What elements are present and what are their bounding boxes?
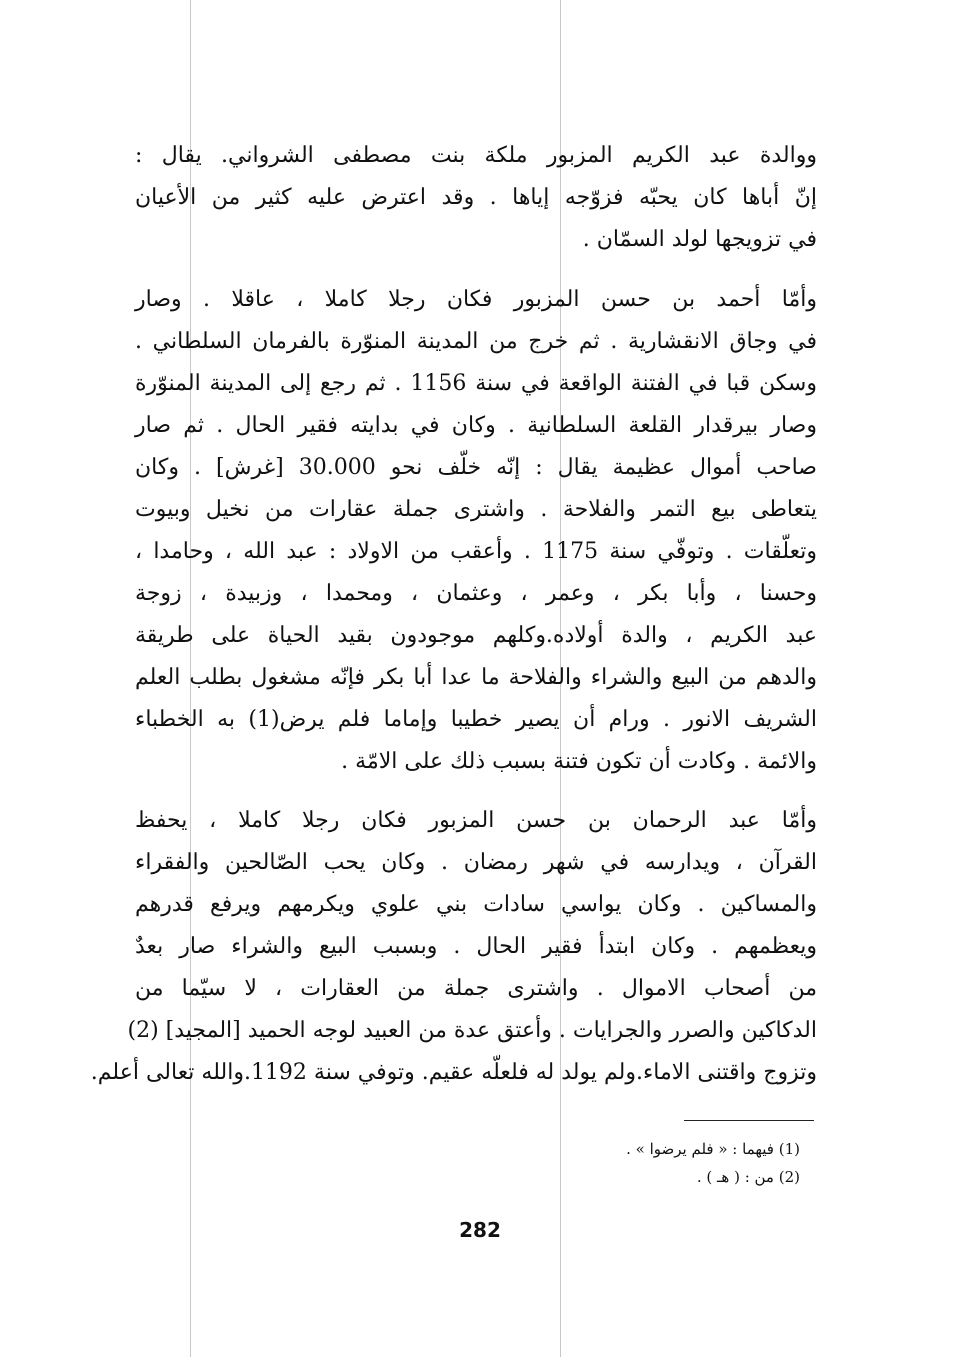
page-number: 282 [459, 1218, 501, 1242]
footnotes [420, 1135, 800, 1191]
text-line: وتزوج واقتنى الاماء.ولم يولد له فلعلّه عقيم. وتوفي سنة 1192.والله تعالى أعلم. [90, 1060, 817, 1085]
text-line: وسكن قبا في الفتنة الواقعة في سنة 1156 . ثم رجع إلى المدينة المنوّرة [135, 371, 817, 396]
text-line: إنّ أباها كان يحبّه فزوّجه إياها . وقد اعترض عليه كثير من الأعيان [135, 185, 817, 210]
text-line: وأمّا أحمد بن حسن المزبور فكان رجلا كاملا ، عاقلا . وصار [135, 287, 817, 312]
text-line: القرآن ، ويدارسه في شهر رمضان . وكان يحب الصّالحين والفقراء [135, 850, 817, 875]
footnote-divider [684, 1120, 814, 1121]
text-line: والدهم من البيع والشراء والفلاحة ما عدا أبا بكر فإنّه مشغول بطلب العلم [135, 665, 817, 690]
text-line: من أصحاب الاموال . واشترى جملة من العقارات ، لا سيّما من [135, 976, 817, 1001]
text-line: عبد الكريم ، والدة أولاده.وكلهم موجودون بقيد الحياة على طريقة [135, 623, 817, 648]
paragraph-1 [135, 135, 817, 261]
text-line: الدكاكين والصرر والجرايات . وأعتق عدة من العبيد لوجه الحميد [المجيد] (2) [127, 1018, 817, 1043]
paragraph-3 [90, 800, 817, 1094]
text-line: والمساكين . وكان يواسي سادات بني علوي ويكرمهم ويرفع قدرهم [135, 892, 817, 917]
text-line: ويعظمهم . وكان ابتدأ فقير الحال . وبسبب البيع والشراء صار بعدٌ [135, 934, 817, 959]
text-line: وتعلّقات . وتوفّي سنة 1175 . وأعقب من الاولاد : عبد الله ، وحامدا ، [135, 539, 817, 564]
text-line: وصار بيرقدار القلعة السلطانية . وكان في بدايته فقير الحال . ثم صار [135, 413, 817, 438]
footnote-2: (2) من : ( هـ ) . [696, 1168, 800, 1186]
text-line: وأمّا عبد الرحمان بن حسن المزبور فكان رجلا كاملا ، يحفظ [135, 808, 817, 833]
text-line: ووالدة عبد الكريم المزبور ملكة بنت مصطفى الشرواني. يقال : [135, 143, 817, 168]
text-line: وحسنا ، وأبا بكر ، وعمر ، وعثمان ، ومحمدا ، وزبيدة ، زوجة [135, 581, 817, 606]
text-line: في تزويجها لولد السمّان . [582, 227, 817, 252]
text-line: يتعاطى بيع التمر والفلاحة . واشترى جملة عقارات من نخيل وبيوت [135, 497, 817, 522]
paragraph-2 [135, 279, 817, 783]
footnote-1: (1) فيهما : « فلم يرضوا » . [626, 1140, 800, 1158]
text-line: والائمة . وكادت أن تكون فتنة بسبب ذلك على الامّة . [341, 749, 817, 774]
text-line: الشريف الانور . ورام أن يصير خطيبا وإماما فلم يرض(1) به الخطباء [135, 707, 817, 732]
text-line: صاحب أموال عظيمة يقال : إنّه خلّف نحو 30.000 [غرش] . وكان [135, 455, 817, 480]
text-line: في وجاق الانقشارية . ثم خرج من المدينة المنوّرة بالفرمان السلطاني . [135, 329, 817, 354]
